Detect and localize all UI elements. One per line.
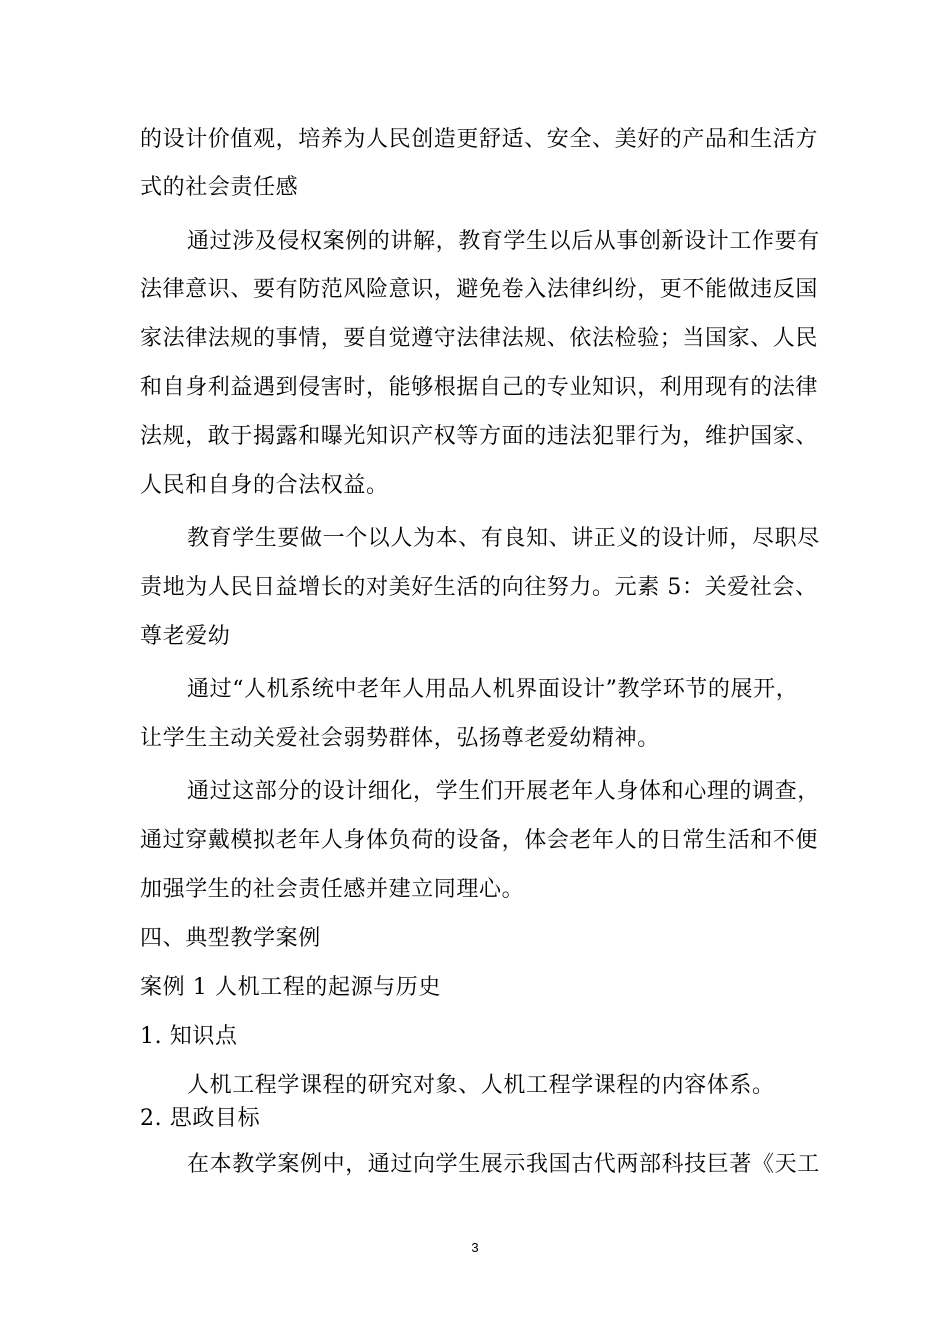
case-heading: 案例 1 人机工程的起源与历史: [140, 975, 441, 1000]
text-line: 尊老爱幼: [140, 624, 231, 649]
paragraph-line: 教育学生要做一个以人为本、有良知、讲正义的设计师，尽职尽: [187, 526, 820, 551]
section-heading: 四、典型教学案例: [140, 926, 321, 951]
text-line: 让学生主动关爱社会弱势群体，弘扬尊老爱幼精神。: [140, 726, 660, 751]
text-line: 和自身利益遇到侵害时，能够根据自己的专业知识，利用现有的法律: [140, 375, 819, 400]
text-line: 法律意识、要有防范风险意识，避免卷入法律纠纷，更不能做违反国: [140, 277, 819, 302]
page-number: 3: [471, 1240, 479, 1255]
text-line: 的设计价值观，培养为人民创造更舒适、安全、美好的产品和生活方: [140, 127, 819, 152]
numbered-heading: 1. 知识点: [140, 1024, 238, 1049]
paragraph-line: 通过涉及侵权案例的讲解，教育学生以后从事创新设计工作要有: [187, 229, 820, 254]
text-line: 法规，敢于揭露和曝光知识产权等方面的违法犯罪行为，维护国家、: [140, 424, 819, 449]
text-line: 家法律法规的事情，要自觉遵守法律法规、依法检验；当国家、人民: [140, 326, 819, 351]
text-line: 通过穿戴模拟老年人身体负荷的设备，体会老年人的日常生活和不便: [140, 828, 819, 853]
paragraph-line: 在本教学案例中，通过向学生展示我国古代两部科技巨著《天工: [187, 1152, 820, 1177]
numbered-heading: 2. 思政目标: [140, 1106, 261, 1131]
text-line: 式的社会责任感: [140, 175, 299, 200]
text-line: 加强学生的社会责任感并建立同理心。: [140, 877, 525, 902]
text-line: 人民和自身的合法权益。: [140, 473, 389, 498]
paragraph-line: 通过这部分的设计细化，学生们开展老年人身体和心理的调查，: [187, 779, 820, 804]
paragraph-line: 通过“人机系统中老年人用品人机界面设计”教学环节的展开，: [187, 677, 799, 702]
text-line: 责地为人民日益增长的对美好生活的向往努力。元素 5：关爱社会、: [140, 575, 818, 600]
paragraph-line: 人机工程学课程的研究对象、人机工程学课程的内容体系。: [187, 1073, 775, 1098]
